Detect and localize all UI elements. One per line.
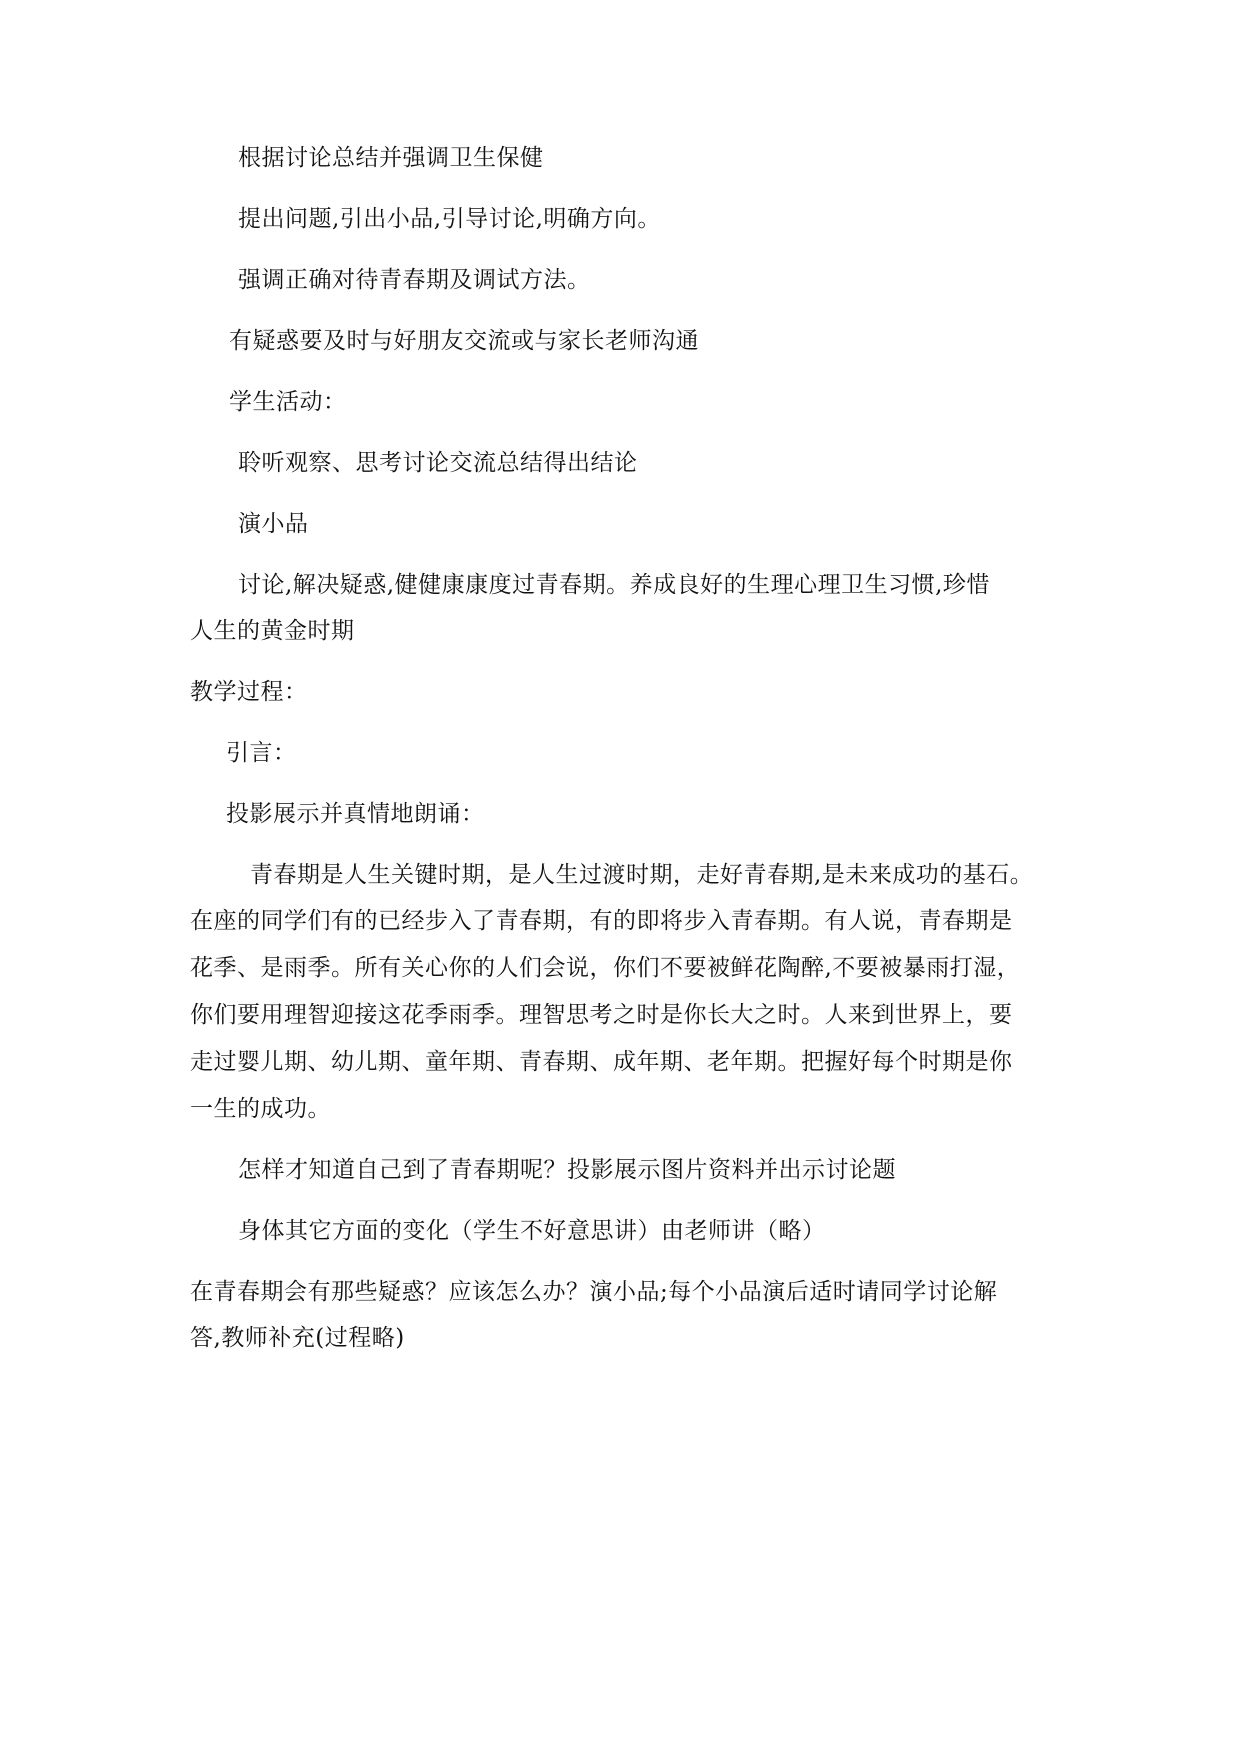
text-line-summary-hygiene: 根据讨论总结并强调卫生保健 — [238, 145, 544, 171]
text-line-introduction-heading: 引言： — [226, 740, 297, 766]
text-line-poem-6: 一生的成功。 — [190, 1096, 331, 1122]
text-line-projection-recite: 投影展示并真情地朗诵： — [226, 801, 485, 827]
text-line-teacher-supplement: 答,教师补充(过程略) — [190, 1325, 405, 1351]
text-line-poem-1: 青春期是人生关键时期，是人生过渡时期，走好青春期,是未来成功的基石。 — [250, 862, 1034, 888]
text-line-perform-skit: 演小品 — [238, 511, 309, 537]
text-line-student-activity-heading: 学生活动： — [229, 389, 347, 415]
text-line-how-to-know: 怎样才知道自己到了青春期呢？投影展示图片资料并出示讨论题 — [238, 1157, 896, 1183]
text-line-golden-period: 人生的黄金时期 — [190, 618, 355, 644]
text-line-communicate: 有疑惑要及时与好朋友交流或与家长老师沟通 — [229, 328, 699, 354]
text-line-poem-3: 花季、是雨季。所有关心你的人们会说，你们不要被鲜花陶醉,不要被暴雨打湿， — [190, 955, 1021, 981]
text-line-raise-questions: 提出问题,引出小品,引导讨论,明确方向。 — [238, 206, 661, 232]
text-line-teaching-process-heading: 教学过程： — [190, 679, 308, 705]
text-line-poem-2: 在座的同学们有的已经步入了青春期，有的即将步入青春期。有人说，青春期是 — [190, 908, 1013, 934]
text-line-listen-observe: 聆听观察、思考讨论交流总结得出结论 — [238, 450, 638, 476]
text-line-discuss-doubts: 讨论,解决疑惑,健健康康度过青春期。养成良好的生理心理卫生习惯,珍惜 — [238, 572, 990, 598]
text-line-body-changes: 身体其它方面的变化（学生不好意思讲）由老师讲（略） — [238, 1218, 826, 1244]
text-line-poem-4: 你们要用理智迎接这花季雨季。理智思考之时是你长大之时。人来到世界上，要 — [190, 1002, 1013, 1028]
text-line-emphasize-methods: 强调正确对待青春期及调试方法。 — [238, 267, 591, 293]
text-line-poem-5: 走过婴儿期、幼儿期、童年期、青春期、成年期、老年期。把握好每个时期是你 — [190, 1049, 1013, 1075]
text-line-doubts-skit: 在青春期会有那些疑惑？应该怎么办？演小品;每个小品演后适时请同学讨论解 — [190, 1279, 998, 1305]
